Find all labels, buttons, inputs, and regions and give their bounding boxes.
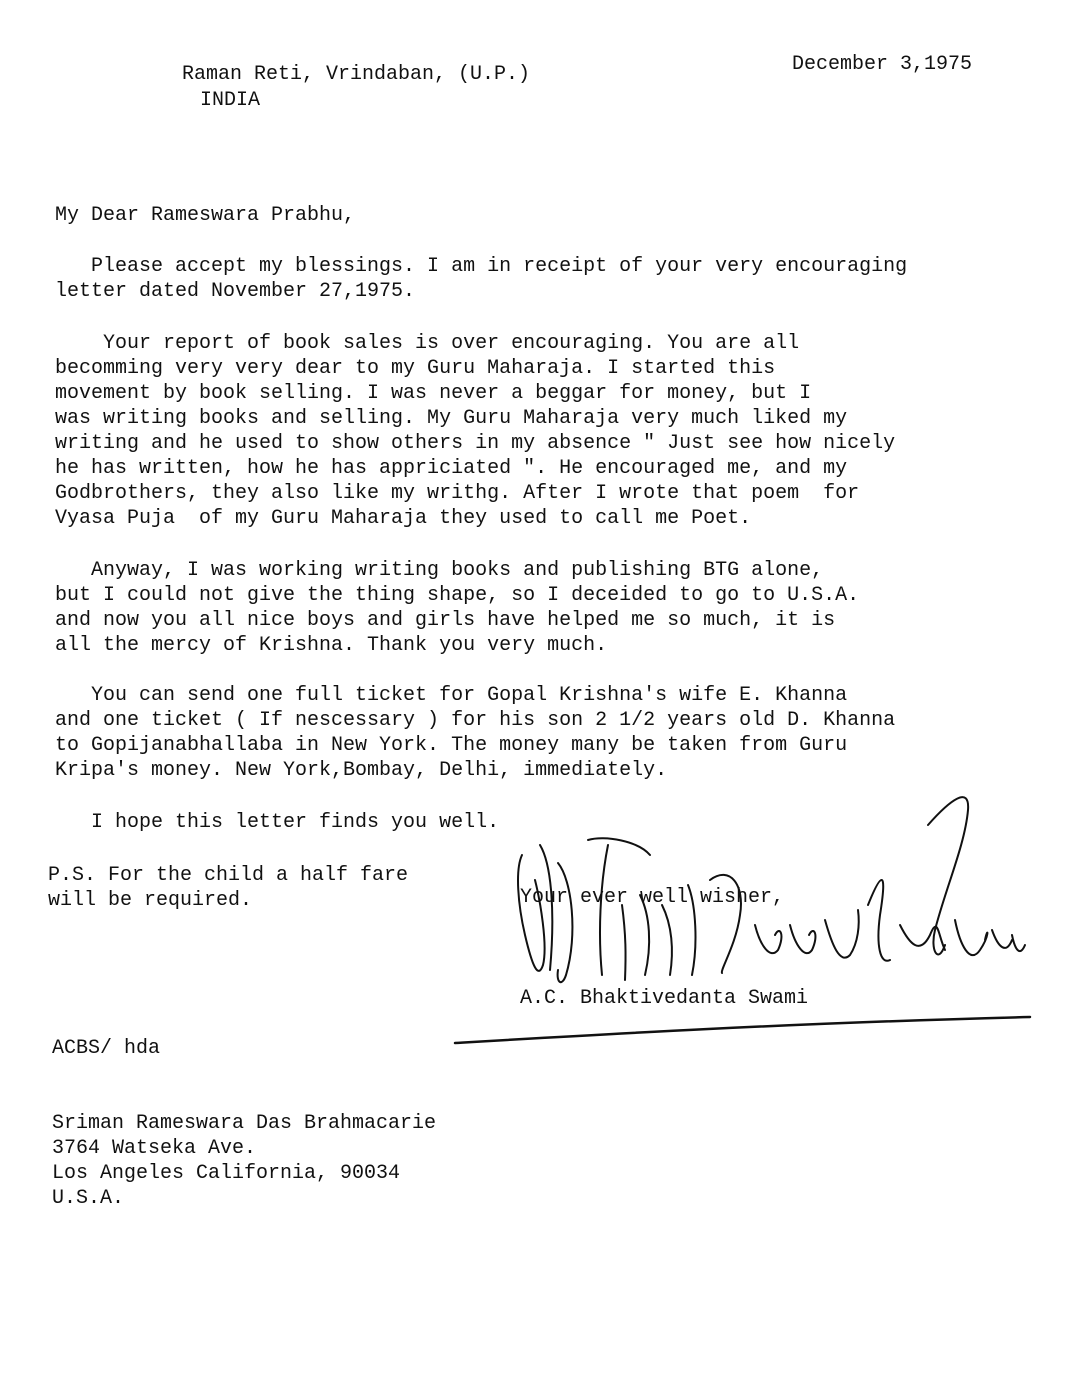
body-line: was writing books and selling. My Guru Maharaja very much liked my (55, 407, 848, 430)
body-line: You can send one full ticket for Gopal Krishna's wife E. Khanna (55, 684, 848, 707)
body-line: Your report of book sales is over encouraging. You are all (55, 332, 800, 355)
body-line: all the mercy of Krishna. Thank you very much. (55, 634, 608, 657)
recipient-line2: 3764 Watseka Ave. (52, 1137, 257, 1160)
reference-initials: ACBS/ hda (52, 1037, 161, 1060)
signer-name: A.C. Bhaktivedanta Swami (520, 987, 809, 1010)
body-line: but I could not give the thing shape, so I deceided to go to U.S.A. (55, 584, 860, 607)
body-line: becomming very very dear to my Guru Maharaja. I started this (55, 357, 776, 380)
body-line: writing and he used to show others in my absence " Just see how nicely (55, 432, 896, 455)
body-line: Anyway, I was working writing books and publishing BTG alone, (55, 559, 824, 582)
body-line: Kripa's money. New York,Bombay, Delhi, immediately. (55, 759, 668, 782)
body-line: movement by book selling. I was never a beggar for money, but I (55, 382, 812, 405)
sender-address-line1: Raman Reti, Vrindaban, (U.P.) (182, 63, 531, 86)
body-line: he has written, how he has appriciated ". He encouraged me, and my (55, 457, 848, 480)
handwritten-signature (440, 785, 1040, 1055)
body-line: I hope this letter finds you well. (55, 811, 500, 834)
recipient-line3: Los Angeles California, 90034 (52, 1162, 401, 1185)
letter-date: December 3,1975 (792, 53, 973, 76)
body-line: letter dated November 27,1975. (55, 280, 416, 303)
recipient-line4: U.S.A. (52, 1187, 125, 1210)
body-line: and one ticket ( If nescessary ) for his son 2 1/2 years old D. Khanna (55, 709, 896, 732)
valediction: Your ever well wisher, (520, 886, 785, 909)
recipient-line1: Sriman Rameswara Das Brahmacarie (52, 1112, 437, 1135)
sender-address-line2: INDIA (200, 89, 261, 112)
body-line: to Gopijanabhallaba in New York. The money many be taken from Guru (55, 734, 848, 757)
postscript-line1: P.S. For the child a half fare (48, 864, 409, 887)
body-line: and now you all nice boys and girls have helped me so much, it is (55, 609, 836, 632)
salutation: My Dear Rameswara Prabhu, (55, 204, 356, 227)
body-line: Vyasa Puja of my Guru Maharaja they used to call me Poet. (55, 507, 752, 530)
body-line: Please accept my blessings. I am in receipt of your very encouraging (55, 255, 908, 278)
postscript-line2: will be required. (48, 889, 253, 912)
body-line: Godbrothers, they also like my writhg. After I wrote that poem for (55, 482, 860, 505)
